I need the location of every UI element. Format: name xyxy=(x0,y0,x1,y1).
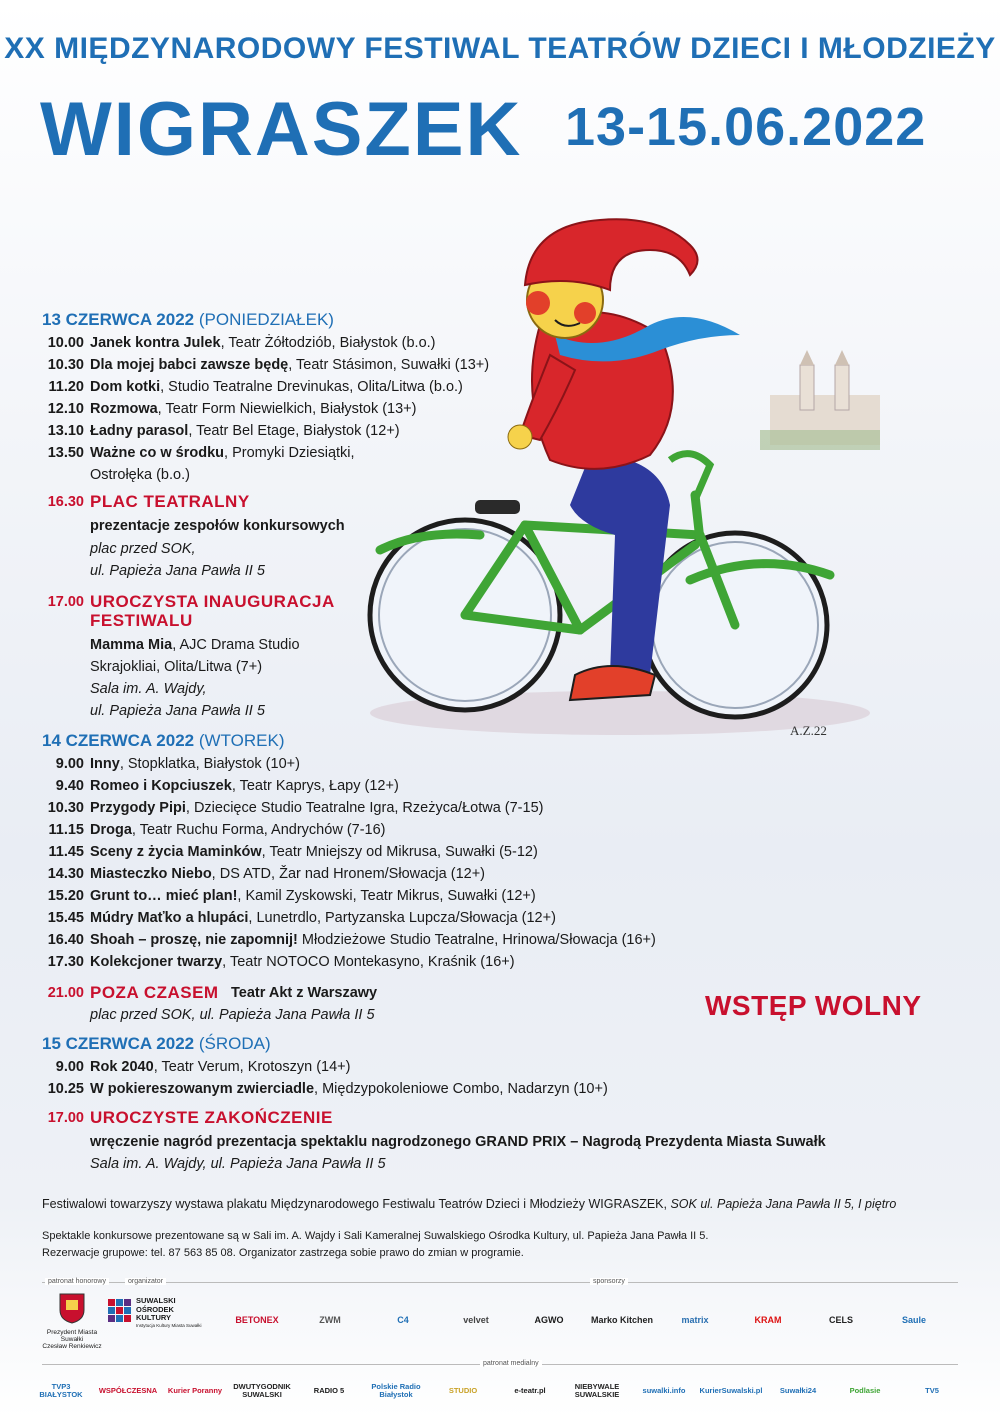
festival-dates: 13-15.06.2022 xyxy=(565,97,927,157)
event-text xyxy=(90,445,355,461)
event-time: 9.40 xyxy=(55,778,84,794)
event-description: prezentacje zespołów konkursowych xyxy=(90,518,345,534)
sponsor-logo: AGWO xyxy=(534,1315,564,1326)
event-time: 21.00 xyxy=(47,985,84,1001)
sponsorzy-label: sponsorzy xyxy=(590,1278,628,1285)
event-text xyxy=(90,357,489,373)
event-details: , Teatr Kaprys, Łapy (12+) xyxy=(231,778,399,794)
event-text xyxy=(90,423,400,439)
event-text xyxy=(90,1059,350,1075)
event-details: , Międzypokoleniowe Combo, Nadarzyn (10+) xyxy=(314,1081,608,1097)
event-time: 9.00 xyxy=(55,1059,84,1075)
sok-line1: SUWALSKI xyxy=(136,1296,176,1305)
event-details: , Teatr Form Niewielkich, Białystok (13+) xyxy=(157,401,417,417)
sponsor-logo: KRAM xyxy=(754,1315,782,1326)
sponsor-logo: BETONEX xyxy=(235,1315,279,1326)
event-time: 17.00 xyxy=(47,1110,84,1126)
event-title: Przygody Pipi xyxy=(90,800,186,816)
event-time: 11.20 xyxy=(48,379,84,395)
event-time: 10.30 xyxy=(47,357,84,373)
sok-line3: KULTURY xyxy=(136,1313,171,1323)
day3-dayname: (ŚRODA) xyxy=(198,1034,271,1053)
media-patron-logo: KurierSuwalski.pl xyxy=(699,1386,763,1396)
reservation-note: Rezerwacje grupowe: tel. 87 563 85 08. Organizator zastrzega sobie prawo do zmian w programie. xyxy=(42,1247,524,1259)
sponsor-logo: Saule xyxy=(901,1315,926,1326)
day2-date: 14 CZERWCA 2022 xyxy=(42,731,195,750)
event-title: Inny xyxy=(90,756,120,772)
event-details: , Teatr Żółtodziób, Białystok (b.o.) xyxy=(220,335,436,351)
prezydent-text: Prezydent Miasta Suwałki Czesław Renkiewicz xyxy=(42,1329,102,1351)
footer-divider xyxy=(42,1282,958,1283)
media-patron-logo: suwalki.info xyxy=(642,1386,686,1396)
sok-logo xyxy=(108,1297,208,1337)
patronat-medialny-label: patronat medialny xyxy=(480,1360,542,1367)
exhibition-note xyxy=(42,1197,896,1211)
event-details: , Teatr Verum, Krotoszyn (14+) xyxy=(153,1059,351,1075)
event-venue: plac przed SOK, ul. Papieża Jana Pawła II 5 xyxy=(90,1007,375,1023)
event-time: 10.25 xyxy=(47,1081,84,1097)
sok-mark-icon xyxy=(108,1299,132,1329)
event-address: ul. Papieża Jana Pawła II 5 xyxy=(90,563,265,579)
sponsor-logo: ZWM xyxy=(319,1315,341,1326)
event-title: Miasteczko Niebo xyxy=(90,866,212,882)
event-time: 10.30 xyxy=(47,800,84,816)
event-details: , Dziecięce Studio Teatralne Igra, Rzeżyca/Łotwa (7-15) xyxy=(185,800,544,816)
event-time: 16.40 xyxy=(47,932,84,948)
event-text xyxy=(90,822,386,838)
sponsor-logo: velvet xyxy=(463,1315,489,1326)
sponsor-logo: matrix xyxy=(681,1315,709,1326)
media-patron-logo: TVP3 BIAŁYSTOK xyxy=(39,1382,83,1399)
media-patron-logo: RADIO 5 xyxy=(313,1386,345,1396)
media-patron-logo: NIEBYWALE SUWALSKIE xyxy=(574,1382,620,1399)
church-icon xyxy=(760,350,880,450)
media-patron-logo: WSPÓŁCZESNA xyxy=(98,1386,158,1396)
event-title: Janek kontra Julek xyxy=(90,335,221,351)
venue-note: Spektakle konkursowe prezentowane są w Sali im. A. Wajdy i Sali Kameralnej Suwalskiego Ośrodka Kultury, ul. Papieża Jana Pawła II 5. xyxy=(42,1230,709,1242)
inauguration-show xyxy=(90,637,300,653)
media-patron-logo: Podlasie xyxy=(849,1386,881,1396)
event-details: , Teatr Mniejszy od Mikrusa, Suwałki (5-12) xyxy=(261,844,538,860)
media-patron-logo: Kurier Poranny xyxy=(167,1386,223,1396)
event-details: Młodzieżowe Studio Teatralne, Hrinowa/Słowacja (16+) xyxy=(297,932,656,948)
event-title: Dom kotki xyxy=(90,379,161,395)
event-time: 14.30 xyxy=(47,866,84,882)
organizator-label: organizator xyxy=(125,1278,166,1285)
event-title: Rok 2040 xyxy=(90,1059,154,1075)
event-time: 11.45 xyxy=(48,844,84,860)
event-text xyxy=(90,844,538,860)
event-text xyxy=(90,866,485,882)
event-venue: plac przed SOK, xyxy=(90,541,196,557)
event-text xyxy=(90,379,463,395)
event-time: 13.10 xyxy=(47,423,84,439)
event-text xyxy=(90,954,515,970)
day3-date: 15 CZERWCA 2022 xyxy=(42,1034,195,1053)
event-details: , Teatr NOTOCO Montekasyno, Kraśnik (16+) xyxy=(222,954,515,970)
event-time: 10.00 xyxy=(47,335,84,351)
day-heading-3 xyxy=(42,1034,271,1054)
event-text xyxy=(90,800,543,816)
patronat-honorowy-label: patronat honorowy xyxy=(45,1278,109,1285)
item-continuation: Ostrołęka (b.o.) xyxy=(90,467,190,483)
event-details: , Teatr Bel Etage, Białystok (12+) xyxy=(188,423,400,439)
media-patron-logo: e-teatr.pl xyxy=(514,1386,546,1396)
festival-subtitle: XX MIĘDZYNARODOWY FESTIWAL TEATRÓW DZIECI I MŁODZIEŻY xyxy=(4,32,996,65)
event-title: UROCZYSTA INAUGURACJA xyxy=(90,592,335,611)
event-title: POZA CZASEM xyxy=(90,983,219,1002)
exhibition-place: SOK ul. Papieża Jana Pawła II 5, I piętro xyxy=(666,1197,897,1211)
event-title: PLAC TEATRALNY xyxy=(90,492,250,511)
event-text xyxy=(90,888,536,904)
event-time: 15.45 xyxy=(47,910,84,926)
event-title: Grunt to… mieć plan! xyxy=(90,888,238,904)
event-text xyxy=(90,1081,608,1097)
exhibition-text: Festiwalowi towarzyszy wystawa plakatu Międzynarodowego Festiwalu Teatrów Dzieci i Młodzieży WIGRASZEK, xyxy=(42,1197,667,1211)
event-title: UROCZYSTE ZAKOŃCZENIE xyxy=(90,1108,333,1127)
artist-signature: A.Z.22 xyxy=(790,723,827,738)
event-time: 9.00 xyxy=(55,756,84,772)
event-details: , Lunetrdlo, Partyzanska Lupcza/Słowacja (12+) xyxy=(248,910,556,926)
day-heading-1 xyxy=(42,310,334,330)
media-patron-logo: Suwałki24 xyxy=(779,1386,817,1396)
event-title-line2: FESTIWALU xyxy=(90,611,193,630)
day2-dayname: (WTOREK) xyxy=(198,731,285,750)
event-title: Droga xyxy=(90,822,132,838)
event-title: Rozmowa xyxy=(90,401,158,417)
event-venue: Sala im. A. Wajdy, xyxy=(90,681,207,697)
event-title: Dla mojej babci zawsze będę xyxy=(90,357,289,373)
event-text xyxy=(90,910,556,926)
prezydent-logo xyxy=(42,1292,102,1350)
event-time: 11.15 xyxy=(48,822,84,838)
event-details: , Teatr Stásimon, Suwałki (13+) xyxy=(288,357,490,373)
event-details: , Teatr Ruchu Forma, Andrychów (7-16) xyxy=(131,822,386,838)
event-details: , Stopklatka, Białystok (10+) xyxy=(119,756,300,772)
sponsor-logo: C4 xyxy=(397,1315,409,1326)
event-details: , DS ATD, Žar nad Hronem/Słowacja (12+) xyxy=(211,866,485,882)
event-details: , Promyki Dziesiątki, xyxy=(224,445,355,461)
sok-line2: OŚRODEK xyxy=(136,1304,174,1314)
event-title: Ważne co w środku xyxy=(90,445,225,461)
event-text xyxy=(90,756,300,772)
event-description: wręczenie nagród prezentacja spektaklu nagrodzonego GRAND PRIX – Nagrodą Prezydenta Miasta Suwałk xyxy=(90,1134,826,1150)
event-title: Ładny parasol xyxy=(90,423,189,439)
day1-date: 13 CZERWCA 2022 xyxy=(42,310,195,329)
gnome-bicycle-illustration xyxy=(360,205,880,745)
show-company: , AJC Drama Studio xyxy=(172,637,300,653)
media-patron-logo: STUDIO xyxy=(448,1386,478,1396)
sok-line4: Instytucja Kultury Miasta Suwałki xyxy=(136,1322,202,1328)
event-time: 17.00 xyxy=(47,594,84,610)
day1-dayname: (PONIEDZIAŁEK) xyxy=(198,310,334,329)
event-text xyxy=(90,932,656,948)
show-company: Teatr Akt z Warszawy xyxy=(231,985,378,1001)
event-time: 12.10 xyxy=(47,401,84,417)
event-time: 17.30 xyxy=(47,954,84,970)
show-origin: Skrajokliai, Olita/Litwa (7+) xyxy=(90,659,263,675)
event-time: 13.50 xyxy=(47,445,84,461)
event-title: Shoah – proszę, nie zapomnij! xyxy=(90,932,298,948)
event-details: , Kamil Zyskowski, Teatr Mikrus, Suwałki (12+) xyxy=(237,888,536,904)
sponsor-logo: Marko Kitchen xyxy=(590,1315,653,1326)
free-entry-label: WSTĘP WOLNY xyxy=(705,990,922,1021)
event-time: 16.30 xyxy=(47,494,84,510)
event-details: , Studio Teatralne Drevinukas, Olita/Litwa (b.o.) xyxy=(160,379,463,395)
event-venue: Sala im. A. Wajdy, ul. Papieża Jana Pawła II 5 xyxy=(90,1156,386,1172)
event-text xyxy=(90,335,436,351)
event-title: Romeo i Kopciuszek xyxy=(90,778,232,794)
event-text xyxy=(90,401,416,417)
coat-of-arms-icon xyxy=(58,1292,86,1324)
media-patron-logo: Polskie Radio Białystok xyxy=(371,1382,421,1399)
event-time: 15.20 xyxy=(47,888,84,904)
event-title: Múdry Maťko a hlupáci xyxy=(90,910,249,926)
event-address: ul. Papieża Jana Pawła II 5 xyxy=(90,703,265,719)
sponsor-logo: CELS xyxy=(828,1315,853,1326)
event-title: Kolekcjoner twarzy xyxy=(90,954,223,970)
day-heading-2 xyxy=(42,731,284,751)
media-patron-logo: TV5 xyxy=(925,1386,939,1396)
event-title: W pokiereszowanym zwierciadle xyxy=(90,1081,315,1097)
event-title: Sceny z życia Maminków xyxy=(90,844,262,860)
festival-title: WIGRASZEK xyxy=(40,87,523,172)
event-text xyxy=(90,778,399,794)
media-patron-logo: DWUTYGODNIK SUWALSKI xyxy=(233,1382,291,1399)
show-title: Mamma Mia xyxy=(90,637,173,653)
